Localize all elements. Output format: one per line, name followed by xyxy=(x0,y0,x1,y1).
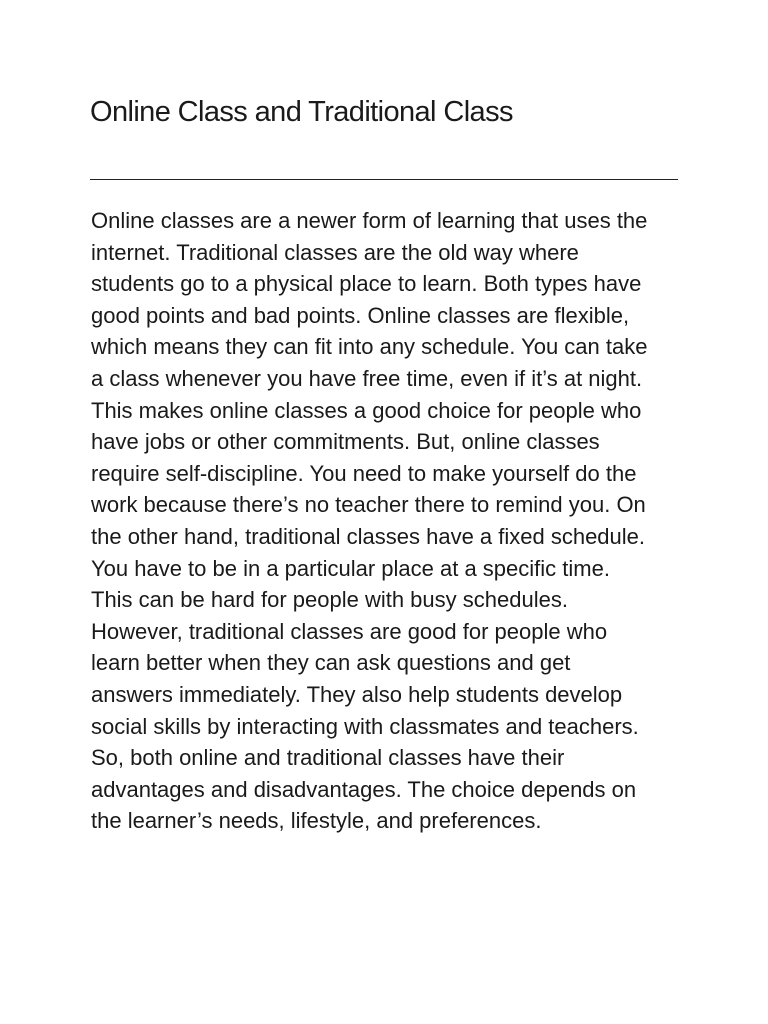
body-line: good points and bad points. Online classes are flexible, xyxy=(91,302,630,328)
body-line: Online classes are a newer form of learning that uses the xyxy=(91,208,648,233)
body-line: So, both online and traditional classes have their xyxy=(91,745,565,771)
body-line: a class whenever you have free time, even if it’s at night. xyxy=(91,365,643,391)
body-line: have jobs or other commitments. But, online classes xyxy=(91,429,600,455)
body-line: require self-discipline. You need to make yourself do the xyxy=(91,460,637,486)
body-line: answers immediately. They also help students develop xyxy=(91,681,623,707)
body-line: social skills by interacting with classmates and teachers. xyxy=(91,713,639,739)
body-line: learn better when they can ask questions and get xyxy=(91,650,571,676)
document-title: Online Class and Traditional Class xyxy=(90,96,513,128)
body-line: work because there’s no teacher there to remind you. On xyxy=(91,492,646,518)
title-divider xyxy=(90,179,678,180)
body-line: students go to a physical place to learn. Both types have xyxy=(91,271,642,297)
body-line: This makes online classes a good choice for people who xyxy=(91,397,642,423)
body-line: advantages and disadvantages. The choice depends on xyxy=(91,776,637,802)
body-line: the learner’s needs, lifestyle, and preferences. xyxy=(91,808,542,834)
body-line: This can be hard for people with busy schedules. xyxy=(91,587,568,613)
body-line: the other hand, traditional classes have a fixed schedule. xyxy=(91,523,646,549)
body-line: which means they can fit into any schedule. You can take xyxy=(91,334,648,360)
body-line: You have to be in a particular place at a specific time. xyxy=(91,555,610,581)
body-line: However, traditional classes are good for people who xyxy=(91,618,608,644)
body-paragraph xyxy=(91,205,691,837)
body-line: internet. Traditional classes are the old way where xyxy=(91,239,579,265)
